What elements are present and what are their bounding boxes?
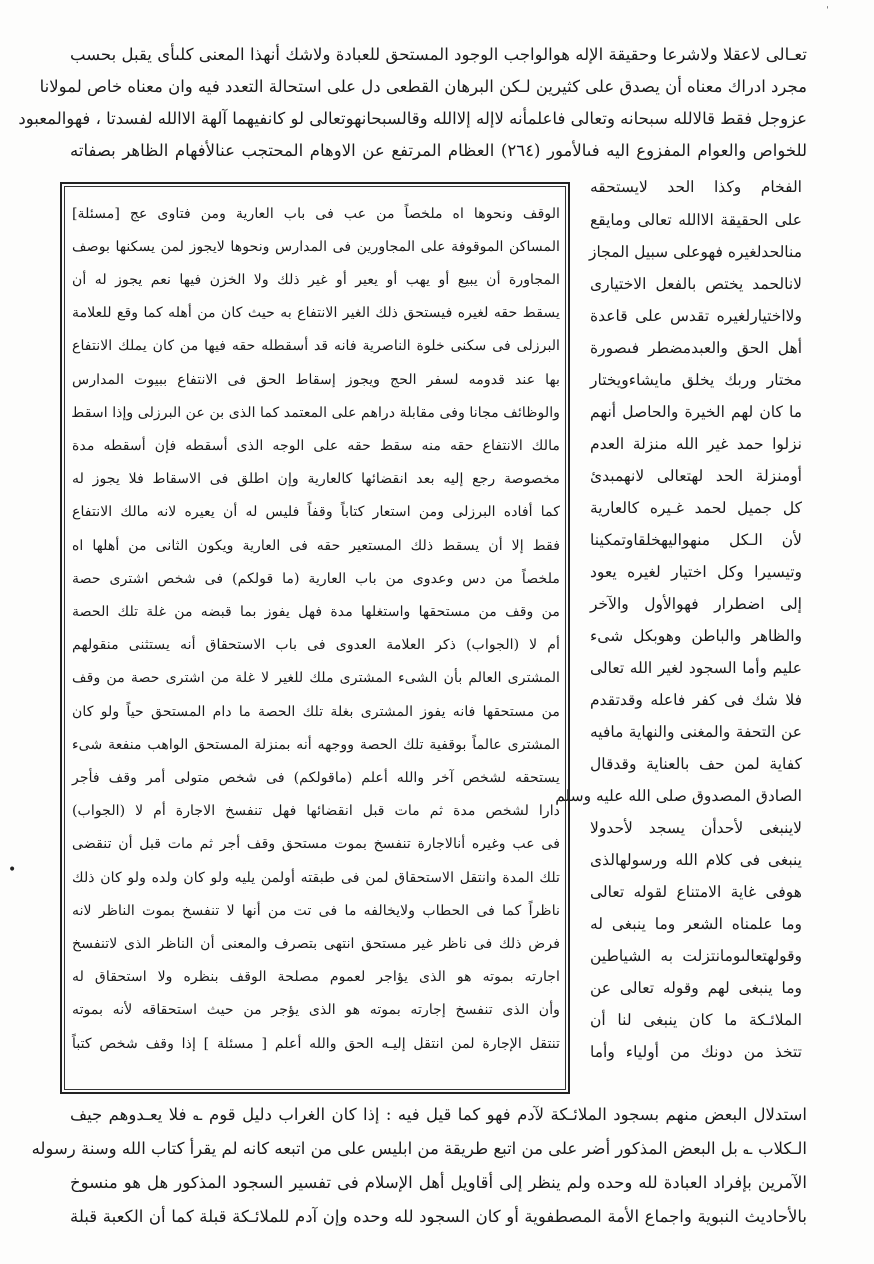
gloss-line-10: كما أفاده البرزلى ومن استعار كتاباً وقفاً فليس له أن يعيره لانه مالك الانتفاع [72, 504, 560, 520]
top-line-3: عزوجل فقط قالالله سبحانه وتعالى فاعلمأنه لاإله إلاالله وقالسبحانهوتعالى لو كانفيهما آلهة الاالله لفسدتا ، فهوالمعبود [18, 109, 807, 128]
bottom-line-1: استدلال البعض منهم بسجود الملائـكة لآدم فهو كما قيل فيه : إذا كان الغراب دليل قوم ؎ فلا يعـدوهم جيف [70, 1105, 807, 1124]
gloss-line-9: مخصوصة رجع إليه بعد انقضائها كالعارية وإن اطلق فى الاسقاط فلا يجوز له [72, 471, 560, 487]
gloss-line-20: فى عب وغيره أنالاجارة تنفسخ بموت مستحق وقف أجر ثم مات قبل أن تنقضى [72, 836, 560, 852]
side-line-17: فلا شك فى كفر فاعله وقدتقدم [590, 691, 802, 709]
gloss-line-14: أم لا (الجواب) ذكر العلامة العدوى فى باب الاستحقاق أنه يستثنى منقولهم [72, 637, 560, 653]
side-line-11: كل جميل لحمد غـيره كالعارية [590, 499, 802, 517]
gloss-line-1: الوقف ونحوها اه ملخصاً من عب فى باب العارية ومن فتاوى عج [مسئلة] [72, 206, 560, 222]
gloss-line-17: المشترى عالماً بوقفية تلك الحصة ووجهه أنه بمنزلة المستحق الواهب منفعة شىء [72, 737, 560, 753]
side-line-3: منالحدلغيره فهوعلى سبيل المجاز [588, 243, 802, 261]
gloss-line-4: يسقط حقه لغيره فيستحق ذلك الغير الانتفاع به حيث كان من أهله كما وقع للعلامة [72, 305, 560, 321]
side-line-25: وقولهتعالىومانتزلت به الشياطين [590, 947, 802, 965]
side-line-24: وما علمناه الشعر وما ينبغى له [590, 915, 802, 933]
side-line-1: الفخام وكذا الحد لايستحقه [590, 178, 802, 196]
gloss-line-11: فقط إلا أن يسقط ذلك المستعير حقه فى العارية ويكون الثانى من أهلها اه [72, 538, 560, 554]
side-line-9: نزلوا حمد غير الله منزلة العدم [590, 435, 802, 453]
side-line-14: إلى اضطرار فهوالأول والآخر [590, 595, 802, 613]
gloss-line-6: بها عند قدومه لسفر الحج ويجوز إسقاط الحق فى الانتفاع ببيوت المدارس [72, 372, 560, 388]
side-line-18: عن التحفة والمغنى والنهاية مافيه [590, 723, 802, 741]
top-line-2: مجرد ادراك معناه أن يصدق على كثيرين لـكن البرهان القطعى دل على استحالة التعدد فيه وان معناه خاص لمولانا [39, 77, 807, 96]
scan-dot-mark: • [8, 862, 17, 878]
side-line-21: لاينبغى لأحدأن يسجد لأحدولا [590, 819, 802, 837]
gloss-line-13: من وقف من مستحقها واستغلها مدة فهل يفوز بما قبضه من غلة تلك الحصة [72, 604, 560, 620]
gloss-line-18: يستحقه لشخص آخر والله أعلم (ماقولكم) فى شخص متولى أمر وقف فأجر [72, 770, 560, 786]
side-line-12: لأن الـكل منهواليهخلقاوتمكينا [590, 531, 802, 549]
bottom-line-3: الآمرين بإفراد العبادة لله وحده ولم ينظر إلى أقاويل أهل الإسلام فى تفسير السجود المذكور هل هو منسوخ [70, 1173, 807, 1192]
side-line-7: مختار وربك يخلق مايشاءويختار [590, 371, 802, 389]
side-line-19: كفاية لمن حف بالعناية وقدقال [590, 755, 802, 773]
gloss-line-24: اجارته بموته هو الذى يؤاجر لعموم مصلحة الوقف بنظره ولا استحقاق له [72, 969, 560, 985]
side-line-4: لانالحمد يختص بالفعل الاختيارى [590, 275, 802, 293]
side-line-5: ولااختيارلغيره تقدس على قاعدة [590, 307, 802, 325]
top-line-1: تعـالى لاعقلا ولاشرعا وحقيقة الإله هوالواجب الوجود المستحق للعبادة ولاشك أنهذا المعنى كلىأى يقبل بحسب [70, 45, 807, 64]
gloss-line-12: ملخصاً من دس وعدوى من باب العارية (ما قولكم) فى شخص اشترى حصة [72, 571, 560, 587]
side-line-6: أهل الحق والعبدمضطر فىصورة [590, 339, 802, 357]
side-line-8: ما كان لهم الخيرة والحاصل أنهم [590, 403, 802, 421]
gloss-line-21: تلك المدة وانتقل الاستحقاق لمن فى طبقته أولمن يليه ولو كان ولده ولو كان ذلك [72, 870, 560, 886]
gloss-line-23: فرض ذلك فى ناظر غير مستحق انتهى بتصرف والمعنى أن الناظر الذى لاتنفسخ [72, 936, 560, 952]
bottom-line-4: بالأحاديث النبوية واجماع الأمة المصطفوية أو كان السجود لله وحده وإن آدم للملائـكة قبلة كما أن الكعبة قبلة [70, 1207, 807, 1226]
side-line-10: أومنزلة الحد لهتعالى لانهمبدئ [590, 467, 802, 485]
gloss-line-19: دارا لشخص مدة ثم مات قبل انقضائها فهل تنفسخ الاجارة أم لا (الجواب) [72, 803, 560, 819]
gloss-line-26: تنتقل الإجارة لمن انتقل إليـه الحق والله أعلم [ مسئلة ] إذا وقف شخص كتباً [72, 1036, 560, 1052]
scan-speck-mark: ˈ [826, 6, 829, 17]
gloss-line-7: والوظائف مجانا وفى مقابلة دراهم على المعتمد كما الذى بن عن البرزلى وإذا اسقط [71, 405, 560, 421]
gloss-line-15: المشترى العالم بأن الشىء المشترى ملك للغير لا غلة من اشترى حصة من وقف [72, 670, 560, 686]
side-line-13: وتيسيرا وكل اختيار لغيره يعود [590, 563, 802, 581]
gloss-line-8: مالك الانتفاع حقه منه سقط حقه على الوجه الذى أسقطه فإن أسقطه مدة [72, 438, 560, 454]
gloss-line-2: المساكن الموقوفة على المجاورين فى المدارس ونحوها لايجوز لمن يسكنها بوصف [72, 239, 560, 255]
gloss-line-16: من مستحقها فانه يفوز المشترى بغلة تلك الحصة ما دام المستحق حياً ولو كان [72, 704, 560, 720]
gloss-line-25: وأن الذى تنفسخ إجارته بموته هو الذى يؤجر من حيث استحقاقه لأنه بموته [72, 1002, 560, 1018]
side-line-15: والظاهر والباطن وهوبكل شىء [590, 627, 802, 645]
bottom-line-2: الـكلاب ؎ بل البعض المذكور أضر على من اتبع طريقة من ابليس على من اتبعه كانه لم يقرأ كتاب الله وسنة رسوله [31, 1139, 807, 1158]
gloss-line-3: المجاورة أن يبيع أو يهب أو يعير أو غير ذلك ولا الخزن فيها نعم يجوز له أن [72, 272, 560, 288]
gloss-line-22: ناظراً كما فى الحطاب ولايخالفه ما فى تت من أنها لا تنفسخ بموت الناظر لانه [72, 903, 560, 919]
side-line-26: وما ينبغى لهم وقوله تعالى عن [590, 979, 802, 997]
side-line-28: تتخذ من دونك من أولياء وأما [590, 1043, 802, 1061]
side-line-20: الصادق المصدوق صلى الله عليه وسلم [555, 787, 802, 805]
side-line-22: ينبغى فى كلام الله ورسولهالذى [590, 851, 802, 869]
side-line-23: هوفى غاية الامتناع لقوله تعالى [590, 883, 802, 901]
top-line-4: للخواص والعوام المفزوع اليه فىالأمور (٢٦٤) العظام المرتفع عن الاوهام المحتجب عنالأفهام الظاهر بصفاته [70, 141, 808, 160]
side-line-27: الملائـكة ما كان ينبغى لنا أن [590, 1011, 802, 1029]
gloss-line-5: البرزلى فى سكنى خلوة الناصرية فانه قد أسقطله حقه فيها من كان يملك الانتفاع [72, 338, 560, 354]
side-line-2: على الحقيقة الاالله تعالى ومايقع [590, 211, 802, 229]
side-line-16: عليم وأما السجود لغير الله تعالى [590, 659, 802, 677]
